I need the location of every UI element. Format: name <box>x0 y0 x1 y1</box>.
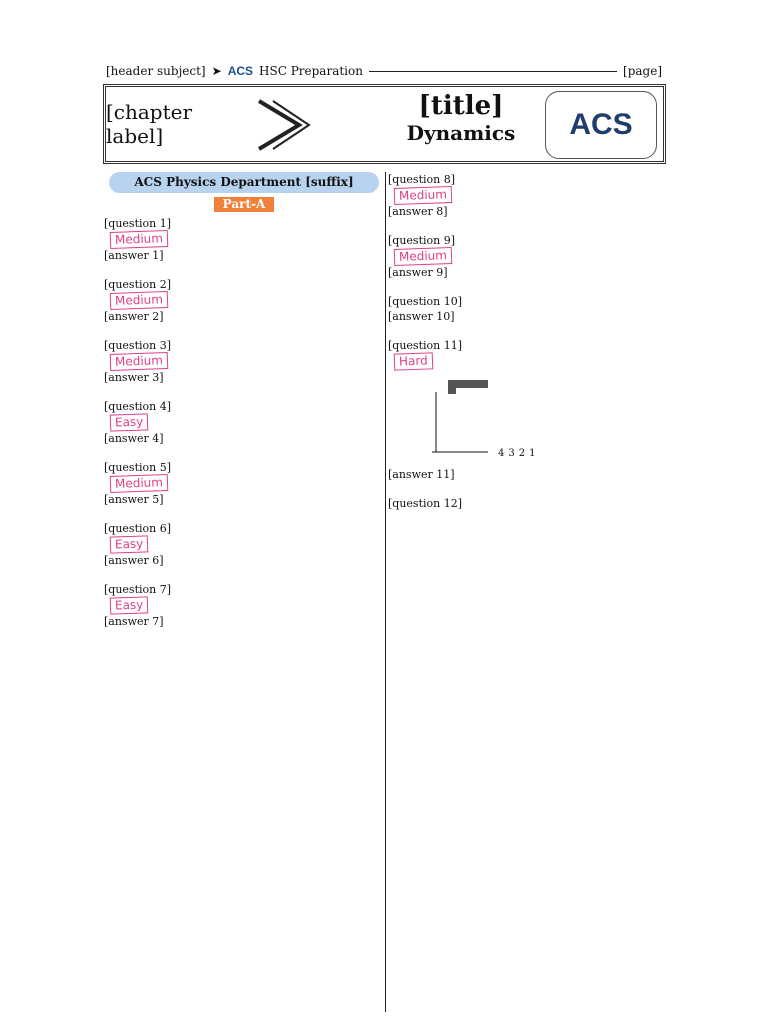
dept-suffix: [suffix] <box>305 175 354 189</box>
column-divider <box>385 172 386 1012</box>
question-text: [question 2] <box>104 278 172 291</box>
question-item <box>388 294 668 324</box>
chapter-label: [chapter label] <box>106 100 193 148</box>
left-column <box>104 172 384 643</box>
question-text: [question 9] <box>388 234 456 247</box>
question-item <box>388 338 668 482</box>
difficulty-tag: Medium <box>110 474 169 493</box>
question-item <box>104 399 384 446</box>
answer-text: [answer 9] <box>388 266 448 279</box>
answer-text: [answer 3] <box>104 371 164 384</box>
tap-drop-figure <box>428 376 668 461</box>
question-text: [question 4] <box>104 400 172 413</box>
dept-label: ACS Physics Department <box>134 175 302 189</box>
difficulty-tag: Medium <box>110 352 169 371</box>
question-text: [question 3] <box>104 339 172 352</box>
question-item <box>104 582 384 629</box>
answer-text: [answer 7] <box>104 615 164 628</box>
question-item <box>388 172 668 219</box>
drop-label: 3 <box>508 448 515 459</box>
question-text: [question 11] <box>388 339 463 352</box>
drop-label: 4 <box>498 448 505 459</box>
answer-text: [answer 11] <box>388 468 455 481</box>
chapter-title: [title] <box>418 91 504 121</box>
question-list <box>388 172 668 511</box>
question-text: [question 5] <box>104 461 172 474</box>
question-item <box>388 496 668 511</box>
answer-text: [answer 4] <box>104 432 164 445</box>
question-text: [question 10] <box>388 295 463 308</box>
difficulty-tag: Easy <box>110 413 149 431</box>
dept-banner <box>109 172 379 193</box>
question-text: [question 6] <box>104 522 172 535</box>
answer-text: [answer 5] <box>104 493 164 506</box>
question-item <box>104 216 384 263</box>
question-text: [question 1] <box>104 217 172 230</box>
chapter-title-box <box>376 87 546 161</box>
difficulty-tag: Easy <box>110 596 149 614</box>
question-text: [question 8] <box>388 173 456 186</box>
difficulty-tag: Hard <box>394 352 433 370</box>
header-program: HSC Preparation <box>259 64 363 78</box>
question-text: [question 12] <box>388 497 463 510</box>
answer-text: [answer 1] <box>104 249 164 262</box>
page-number: [page] <box>623 64 662 78</box>
chapter-banner <box>103 84 666 164</box>
answer-text: [answer 8] <box>388 205 448 218</box>
right-column <box>388 172 668 525</box>
question-item <box>104 460 384 507</box>
difficulty-tag: Medium <box>394 247 453 266</box>
difficulty-tag: Easy <box>110 535 149 553</box>
question-item <box>104 338 384 385</box>
header-brand: ACS <box>227 64 254 78</box>
difficulty-tag: Medium <box>110 230 169 249</box>
part-label: Part-A <box>214 197 274 212</box>
question-list <box>104 216 384 629</box>
header-rule <box>369 71 617 72</box>
question-item <box>104 521 384 568</box>
chevron-right-icon: ➤ <box>211 64 222 78</box>
running-header <box>106 64 662 78</box>
answer-text: [answer 6] <box>104 554 164 567</box>
question-text: [question 7] <box>104 583 172 596</box>
drop-label: 2 <box>518 448 526 459</box>
header-subject: [header subject] <box>106 64 206 78</box>
answer-text: [answer 2] <box>104 310 164 323</box>
drop-label: 1 <box>529 448 536 459</box>
chapter-title-en: Dynamics <box>406 121 516 145</box>
question-item <box>104 277 384 324</box>
acs-logo: ACS <box>545 91 657 159</box>
difficulty-tag: Medium <box>394 186 453 205</box>
difficulty-tag: Medium <box>110 291 169 310</box>
faucet-icon <box>428 376 498 456</box>
chevron-arrow-icon <box>251 95 311 155</box>
answer-text: [answer 10] <box>388 310 455 323</box>
question-item <box>388 233 668 280</box>
